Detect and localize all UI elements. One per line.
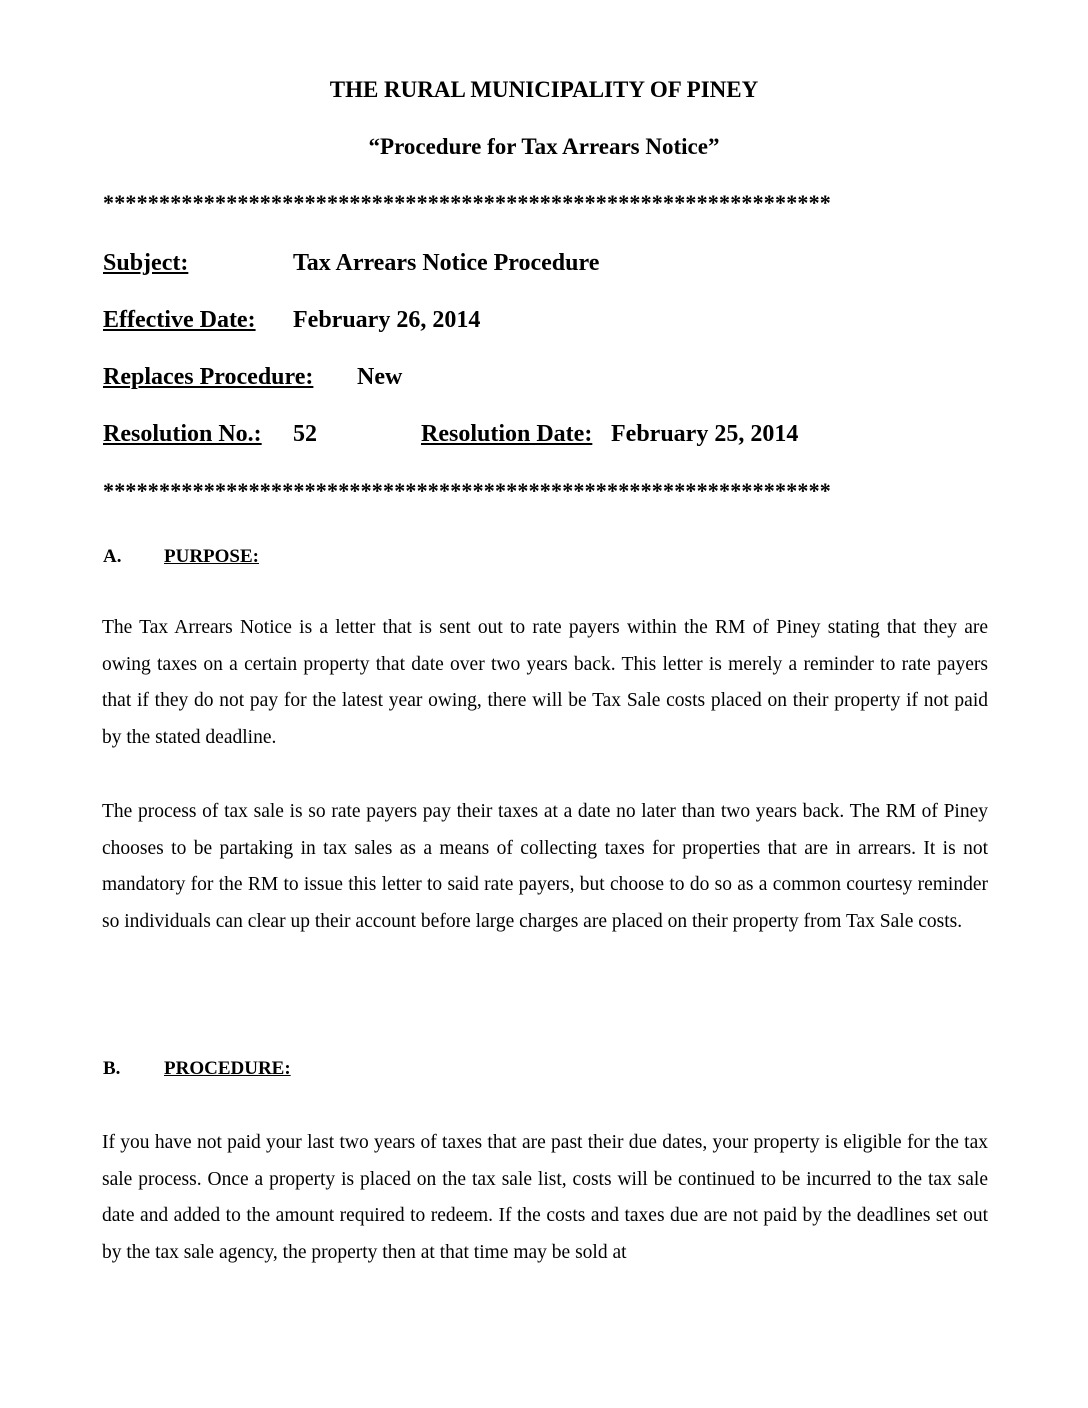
effective-date-value: February 26, 2014: [293, 307, 481, 333]
section-a-letter: A.: [103, 546, 122, 567]
resolution-date-label: Resolution Date:: [421, 421, 593, 447]
replaces-procedure-label: Replaces Procedure:: [103, 364, 314, 390]
procedure-paragraph-1: If you have not paid your last two years of taxes that are past their due dates, your property is eligible for the tax sale process. Once a property is placed on the tax sale list, costs will be continued to be incurred to the tax sale date and added to the amount required to redeem. If the costs and taxes due are not paid by the deadlines set out by the tax sale agency, the property then at that time may be sold at: [102, 1132, 988, 1264]
separator-bottom: *****************************************************************: [103, 478, 831, 503]
purpose-paragraph-1: The Tax Arrears Notice is a letter that is sent out to rate payers within the RM of Piney stating that they are owing taxes on a certain property that date over two years back. This letter is merely a reminder to rate payers that if they do not pay for the latest year owing, there will be Tax Sale costs placed on their property if not paid by the stated deadline.: [102, 617, 988, 749]
subject-label: Subject:: [103, 250, 189, 276]
resolution-number-label: Resolution No.:: [103, 421, 262, 447]
section-b-heading: PROCEDURE:: [164, 1058, 291, 1079]
resolution-number-value: 52: [293, 421, 317, 447]
section-a-heading: PURPOSE:: [164, 546, 259, 567]
organization-title: THE RURAL MUNICIPALITY OF PINEY: [329, 77, 759, 102]
separator-top: *****************************************************************: [103, 190, 831, 215]
purpose-paragraph-2: The process of tax sale is so rate payers pay their taxes at a date no later than two years back. The RM of Piney chooses to be partaking in tax sales as a means of collecting taxes for properties that are in arrears. It is not mandatory for the RM to issue this letter to said rate payers, but choose to do so as a common courtesy reminder so individuals can clear up their account before large charges are placed on their property from Tax Sale costs.: [102, 801, 988, 933]
section-b-letter: B.: [103, 1058, 121, 1079]
effective-date-label: Effective Date:: [103, 307, 256, 333]
resolution-date-value: February 25, 2014: [611, 421, 799, 447]
replaces-procedure-value: New: [357, 364, 403, 390]
document-title: “Procedure for Tax Arrears Notice”: [368, 134, 720, 159]
subject-value: Tax Arrears Notice Procedure: [293, 250, 600, 276]
